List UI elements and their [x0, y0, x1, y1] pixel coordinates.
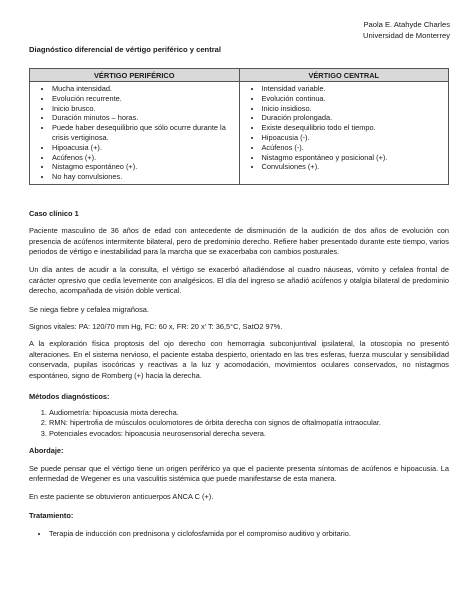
- paragraph: A la exploración física proptosis del ojo derecho con hemorragia subconjuntival ipsilateral, la otoscopia no presentó alteraciones. En el sistema nervioso, el paciente estaba despierto, orientado en las tres esferas, fuerza muscular y sensibilidad conservada, pupilas isocóricas y reactivas a la luz y acomodación, movimientos oculares conservados, no nistagmos espontáneo, signo de Romberg (+) hacia la derecha.: [29, 339, 449, 380]
- list-item: • Acúfenos (-).: [262, 143, 446, 153]
- approach-heading: Abordaje:: [29, 446, 64, 455]
- paragraph: Se puede pensar que el vértigo tiene un origen periférico ya que el paciente presenta síntomas de acúfenos e hipoacusia. La enfermedad de Wegener es una vasculitis sistémica que puede manifestarse de esta manera.: [29, 463, 449, 484]
- case-paragraph-5: [29, 339, 449, 381]
- case-heading-block: [29, 209, 449, 220]
- header-peripheral: VÉRTIGO PERIFÉRICO: [30, 69, 240, 82]
- author-name: Paola E. Atahyde Charles: [363, 20, 450, 29]
- list-item: • Inicio insidioso.: [262, 104, 446, 114]
- list-item: 2. RMN: hipertrofia de músculos oculomotores de órbita derecha con signos de oftalmopatía intraocular.: [49, 418, 449, 429]
- peripheral-cell: [30, 82, 240, 185]
- peripheral-list: [30, 84, 236, 182]
- list-item: • Evolución continua.: [262, 94, 446, 104]
- list-item: • Hipoacusia (-).: [262, 133, 446, 143]
- paragraph: Un día antes de acudir a la consulta, el vértigo se exacerbó añadiéndose al cuadro náuseas, vómito y cefalea frontal de carácter opresivo que cedía levemente con analgésicos. El día del ingreso se añadió acúfenos y otalgia bilateral de predominio derecho, acompañada de visión doble vertical.: [29, 265, 449, 296]
- case-paragraph-2: [29, 265, 449, 297]
- treatment-section: [29, 511, 449, 539]
- comparison-table: [29, 68, 449, 185]
- list-item: 1. Audiometría: hipoacusia mixta derecha.: [49, 408, 449, 419]
- paragraph: Signos vitales: PA: 120/70 mm Hg, FC: 60 x, FR: 20 x’ T: 36,5°C, SatO2 97%.: [29, 322, 283, 331]
- list-item: • Acúfenos (+).: [52, 153, 236, 163]
- list-item: • Existe desequilibrio todo el tiempo.: [262, 123, 446, 133]
- document-title: Diagnóstico diferencial de vértigo periférico y central: [29, 45, 222, 54]
- case-paragraph-1: [29, 226, 449, 258]
- table-header-row: [30, 69, 449, 82]
- list-item: • Nistagmo espontáneo (+).: [52, 162, 236, 172]
- list-item: • Mucha intensidad.: [52, 84, 236, 94]
- treatment-heading: Tratamiento:: [29, 511, 74, 520]
- list-item: • Convulsiones (+).: [262, 162, 446, 172]
- list-item: • Duración prolongada.: [262, 113, 446, 123]
- list-item: • Terapia de inducción con prednisona y ciclofosfamida por el compromiso auditivo y orbitario.: [49, 529, 449, 540]
- author-block: [363, 20, 450, 41]
- list-item: • Nistagmo espontáneo y posicional (+).: [262, 153, 446, 163]
- methods-section: [29, 392, 449, 439]
- methods-list: [29, 408, 449, 440]
- header-central: VÉRTIGO CENTRAL: [239, 69, 449, 82]
- list-item: • Inicio brusco.: [52, 104, 236, 114]
- list-item: • Evolución recurrente.: [52, 94, 236, 104]
- case-heading: Caso clínico 1: [29, 209, 79, 218]
- approach-section: [29, 446, 449, 502]
- list-item: • Puede haber desequilibrio que sólo ocurre durante la crisis vertiginosa.: [52, 123, 236, 143]
- list-item: • Hipoacusia (+).: [52, 143, 236, 153]
- list-item: • Duración minutos – horas.: [52, 113, 236, 123]
- central-cell: [239, 82, 449, 185]
- table-body-row: [30, 82, 449, 185]
- central-list: [240, 84, 446, 172]
- paragraph: Se niega fiebre y cefalea migrañosa.: [29, 305, 149, 314]
- author-institution: Universidad de Monterrey: [363, 30, 450, 40]
- case-paragraph-3: [29, 305, 449, 316]
- methods-heading: Métodos diagnósticos:: [29, 392, 110, 401]
- list-item: • Intensidad variable.: [262, 84, 446, 94]
- paragraph: Paciente masculino de 36 años de edad con antecedente de disminución de la audición de dos años de evolución con presencia de acúfenos intermitente bilateral, pero de predominio derecho. Refiere haber presentado durante este tiempo, varios periodos de vértigo e inestabilidad para la marcha que se exacerbaba con cambios posturales.: [29, 226, 449, 257]
- paragraph: En este paciente se obtuvieron anticuerpos ANCA C (+).: [29, 491, 214, 501]
- treatment-list: [29, 529, 449, 540]
- list-item: • No hay convulsiones.: [52, 172, 236, 182]
- list-item: 3. Potenciales evocados: hipoacusia neurosensorial derecha severa.: [49, 429, 449, 440]
- vital-signs: [29, 322, 449, 333]
